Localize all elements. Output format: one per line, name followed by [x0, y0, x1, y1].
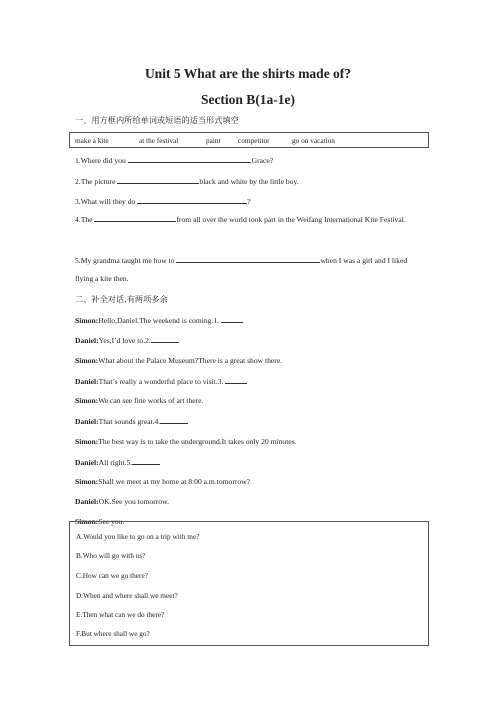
- item-text: ?: [247, 197, 251, 206]
- speaker-name: Daniel:: [75, 377, 99, 386]
- word-option: competitor: [238, 136, 270, 145]
- speaker-name: Daniel:: [75, 458, 99, 467]
- answer-blank[interactable]: [137, 196, 247, 204]
- answer-blank[interactable]: [151, 335, 179, 343]
- item-text: from all over the world took part in the Weifang International Kite Festival.: [176, 215, 406, 224]
- section-subtitle: Section B(1a-1e): [200, 92, 296, 107]
- item-text: when I was a girl and I liked flying a kite then.: [75, 256, 408, 283]
- speaker-name: Simon:: [75, 316, 99, 325]
- item-text: 1.Where did you: [75, 156, 128, 165]
- answer-blank[interactable]: [221, 315, 243, 323]
- dialogue-line: [75, 335, 179, 346]
- dialogue-line: [75, 457, 160, 468]
- answer-blank[interactable]: [94, 214, 176, 222]
- word-option: go on vacation: [292, 136, 335, 145]
- part2-heading: 二、补全对话,有两项多余: [75, 294, 168, 304]
- dialogue-line: [75, 376, 247, 387]
- dialogue-text: Shall we meet at my home at 8:00 a.m.tomorrow?: [98, 477, 251, 486]
- dialogue-text: All right.5.: [98, 458, 133, 467]
- word-option: make a kite: [75, 136, 109, 145]
- dialogue-line: [75, 437, 297, 447]
- dialogue-text: See you.: [98, 517, 125, 526]
- speaker-name: Simon:: [75, 356, 99, 365]
- part1-heading: 一、用方框内所给单词或短语的适当形式填空: [75, 115, 239, 125]
- option-f: F.But where shall we go?: [76, 629, 150, 638]
- option-e: E.Then what can we do there?: [76, 610, 165, 619]
- answer-blank[interactable]: [132, 457, 160, 465]
- dialogue-line: [75, 315, 243, 326]
- option-c: C.How can we go there?: [76, 571, 148, 580]
- answer-blank[interactable]: [160, 416, 188, 424]
- dialogue-text: The best way is to take the underground.It takes only 20 minutes.: [98, 437, 297, 446]
- item-text: 5.My grandma taught me how to: [75, 256, 177, 265]
- fill-item-5: [75, 252, 427, 288]
- option-a: A.Would you like to go on a trip with me?: [76, 532, 200, 541]
- fill-item-3: [75, 196, 251, 207]
- fill-item-1: [75, 155, 273, 166]
- speaker-name: Simon:: [75, 517, 99, 526]
- item-text: 3.What will they do: [75, 197, 138, 206]
- answer-blank[interactable]: [176, 255, 320, 263]
- item-text: ,Grace?: [249, 156, 274, 165]
- dialogue-text: That sounds great.4.: [98, 417, 161, 426]
- speaker-name: Simon:: [75, 396, 99, 405]
- page-title: Unit 5 What are the shirts made of?: [144, 66, 352, 81]
- dialogue-text: OK.See you tomorrow.: [98, 497, 169, 506]
- word-option: paint: [206, 136, 221, 145]
- word-option: at the festival: [139, 136, 179, 145]
- option-d: D.When and where shall we meet?: [76, 591, 178, 600]
- word-box: [69, 132, 429, 148]
- dialogue-line: [75, 497, 169, 507]
- dialogue-line: [75, 356, 282, 366]
- dialogue-text: That’s really a wonderful place to visit.3.: [98, 377, 224, 386]
- dialogue-line: [75, 396, 203, 406]
- item-text: 4.The: [75, 215, 95, 224]
- dialogue-text: What about the Palace Museum?There is a great show there.: [98, 356, 283, 365]
- item-text: 2.The picture: [75, 177, 118, 186]
- option-b: B.Who will go with us?: [76, 551, 146, 560]
- fill-item-2: [75, 176, 299, 187]
- options-box: [69, 521, 429, 646]
- speaker-name: Simon:: [75, 477, 99, 486]
- answer-blank[interactable]: [117, 176, 199, 184]
- fill-item-4: [75, 211, 427, 229]
- speaker-name: Simon:: [75, 437, 99, 446]
- answer-blank[interactable]: [225, 376, 247, 384]
- speaker-name: Daniel:: [75, 417, 99, 426]
- dialogue-text: We can see fine works of art there.: [98, 396, 204, 405]
- item-text: black and white by the little boy.: [199, 177, 299, 186]
- dialogue-text: Hello,Daniel.The weekend is coming.1.: [98, 316, 220, 325]
- dialogue-line: [75, 477, 250, 487]
- speaker-name: Daniel:: [75, 336, 99, 345]
- answer-blank[interactable]: [128, 155, 250, 163]
- dialogue-line: [75, 416, 188, 427]
- speaker-name: Daniel:: [75, 497, 99, 506]
- dialogue-text: Yes,I’d love to.2.: [98, 336, 151, 345]
